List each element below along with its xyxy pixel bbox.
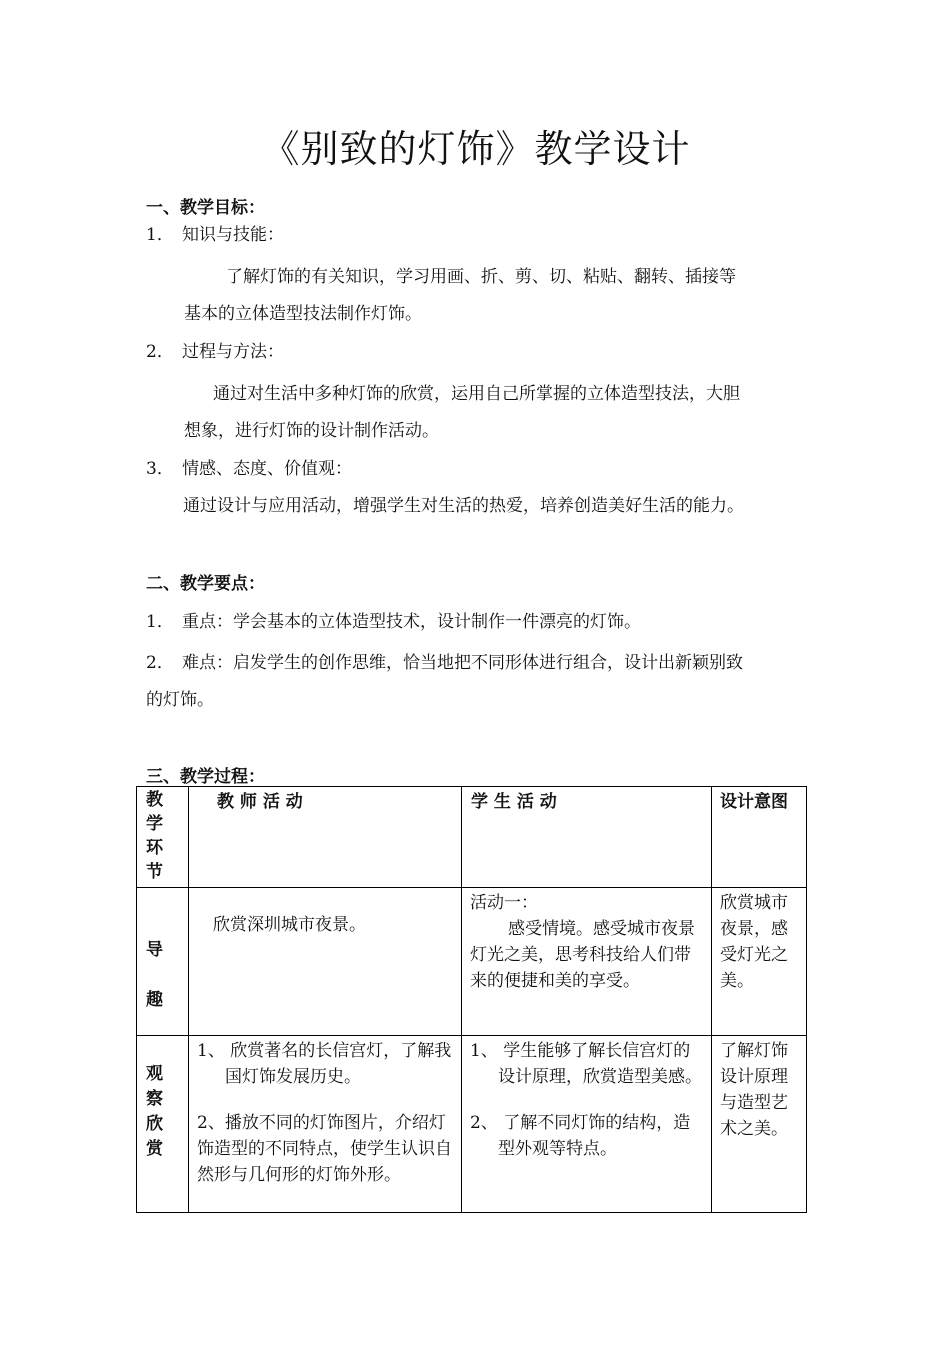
- header-teacher-activity: 教 师 活 动: [189, 787, 462, 888]
- key-point-2-line2: 的灯饰。: [146, 690, 214, 710]
- header-design-intent: 设计意图: [712, 787, 807, 888]
- teaching-process-table: [136, 786, 807, 1213]
- design-intent-cell: 欣赏城市夜景，感受灯光之美。: [712, 888, 807, 1036]
- objective-3-body: 通过设计与应用活动，增强学生对生活的热爱，培养创造美好生活的能力。: [183, 496, 744, 516]
- student-activity-cell: 活动一： 感受情境。感受城市夜景灯光之美，思考科技给人们带来的便捷和美的享受。: [462, 888, 712, 1036]
- student-activity-cell: 1、 学生能够了解长信宫灯的设计原理，欣赏造型美感。 2、 了解不同灯饰的结构，造型外观等特点。: [462, 1036, 712, 1213]
- objective-2-label: 2． 过程与方法：: [146, 342, 284, 362]
- objective-1-body-line2: 基本的立体造型技法制作灯饰。: [184, 304, 422, 324]
- key-point-1: 1． 重点：学会基本的立体造型技术，设计制作一件漂亮的灯饰。: [146, 612, 641, 632]
- teacher-activity-cell: 欣赏深圳城市夜景。: [189, 888, 462, 1036]
- key-point-2-line1: 2． 难点：启发学生的创作思维，恰当地把不同形体进行组合，设计出新颖别致: [146, 653, 743, 673]
- teacher-activity-cell: 1、 欣赏著名的长信宫灯，了解我国灯饰发展历史。 2、播放不同的灯饰图片，介绍灯饰造型的不同特点，使学生认识自然形与几何形的灯饰外形。: [189, 1036, 462, 1213]
- stage-cell: 导 趣: [137, 888, 189, 1036]
- design-intent-cell: 了解灯饰设计原理与造型艺术之美。: [712, 1036, 807, 1213]
- objective-1-label: 1． 知识与技能：: [146, 225, 284, 245]
- section-heading-key-points: 二、教学要点：: [146, 574, 265, 594]
- section-heading-process: 三、教学过程：: [146, 767, 265, 787]
- objective-1-body-line1: 了解灯饰的有关知识，学习用画、折、剪、切、粘贴、翻转、插接等: [226, 267, 736, 287]
- section-heading-objectives: 一、教学目标：: [146, 198, 265, 218]
- table-row: [137, 1036, 807, 1213]
- table-header-row: [137, 787, 807, 888]
- objective-3-label: 3． 情感、态度、价值观：: [146, 459, 352, 479]
- objective-2-body-line1: 通过对生活中多种灯饰的欣赏，运用自己所掌握的立体造型技法，大胆: [213, 384, 740, 404]
- header-student-activity: 学 生 活 动: [462, 787, 712, 888]
- stage-cell: 观 察 欣 赏: [137, 1036, 189, 1213]
- header-stage: 教 学 环 节: [137, 787, 189, 888]
- table-row: [137, 888, 807, 1036]
- objective-2-body-line2: 想象，进行灯饰的设计制作活动。: [184, 421, 439, 441]
- page-title: 《别致的灯饰》教学设计: [261, 127, 691, 171]
